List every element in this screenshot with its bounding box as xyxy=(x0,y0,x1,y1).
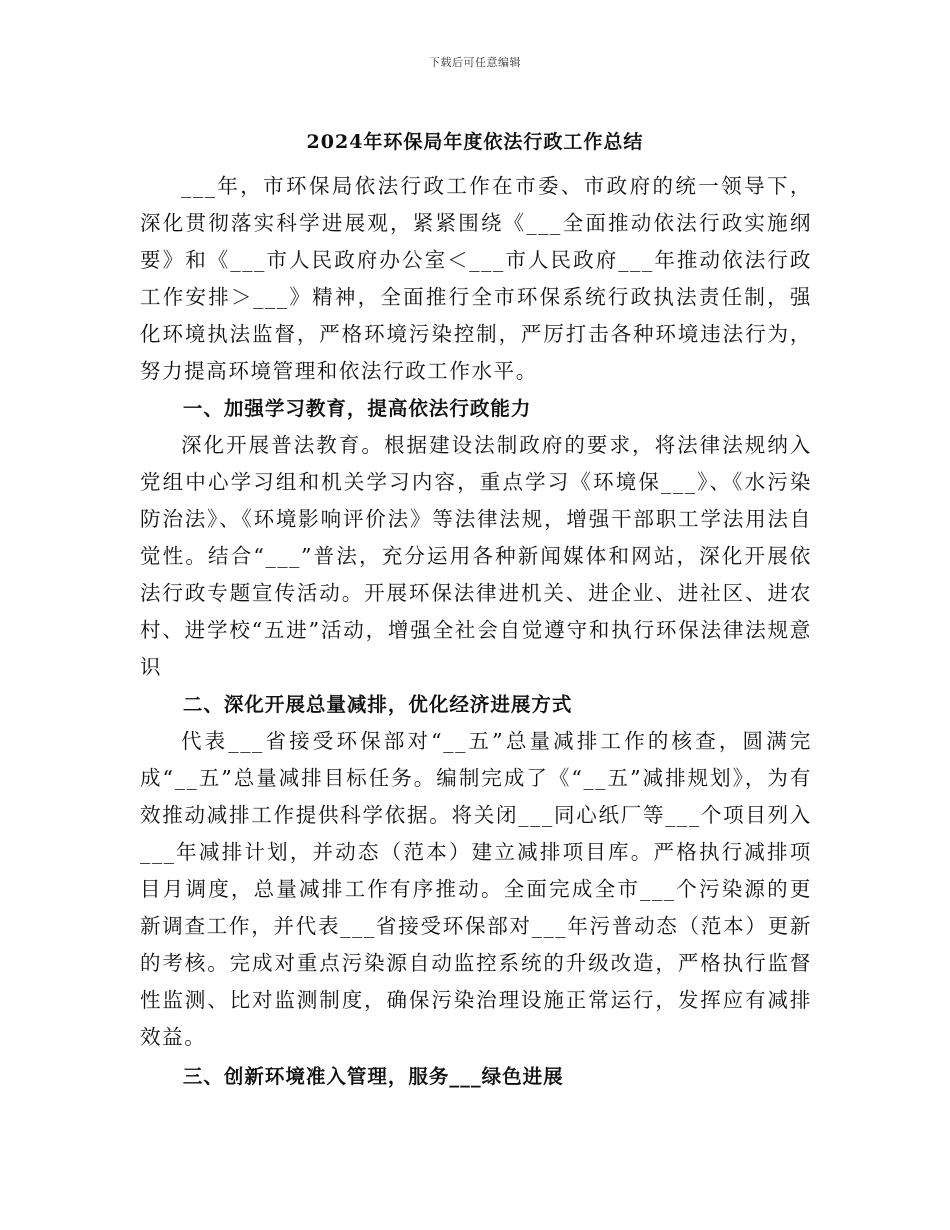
section-heading-2: 二、深化开展总量减排，优化经济进展方式 xyxy=(182,693,573,716)
section-body-2: 代表___省接受环保部对“__五”总量减排工作的核查，圆满完成“__五”总量减排目标任务。编制完成了《“__五”减排规划》，为有效推动减排工作提供科学依据。将关闭___同心纸厂等___个项目列入___年减排计划，并动态（范本）建立减排项目库。严格执行减排项目月调度，总量减排工作有序推动。全面完成全市___个污染源的更新调查工作，并代表___省接受环保部对___年污普动态（范本）更新的考核。完成对重点污染源自动监控系统的升级改造，严格执行监督性监测、比对监测制度，确保污染治理设施正常运行，发挥应有减排效益。 xyxy=(140,729,812,1049)
section-heading-3: 三、创新环境准入管理，服务___绿色进展 xyxy=(182,1065,564,1088)
section-heading-1: 一、加强学习教育，提高依法行政能力 xyxy=(182,397,532,420)
page-title: 2024年环保局年度依法行政工作总结 xyxy=(306,131,644,153)
document-body xyxy=(140,168,812,1095)
intro-paragraph: ___年，市环保局依法行政工作在市委、市政府的统一领导下，深化贯彻落实科学进展观，紧紧围绕《___全面推动依法行政实施纲要》和《___市人民政府办公室＜___市人民政府___年推动依法行政工作安排＞___》精神，全面推行全市环保系统行政执法责任制，强化环境执法监督，严格环境污染控制，严厉打击各种环境违法行为，努力提高环境管理和依法行政工作水平。 xyxy=(140,174,812,383)
header-note: 下载后可任意编辑 xyxy=(429,56,521,69)
section-body-1: 深化开展普法教育。根据建设法制政府的要求，将法律法规纳入党组中心学习组和机关学习内容，重点学习《环境保___》、《水污染防治法》、《环境影响评价法》等法律法规，增强干部职工学法用法自觉性。结合“___”普法，充分运用各种新闻媒体和网站，深化开展依法行政专题宣传活动。开展环保法律进机关、进企业、进社区、进农村、进学校“五进”活动，增强全社会自觉遵守和执行环保法律法规意识 xyxy=(140,433,812,679)
